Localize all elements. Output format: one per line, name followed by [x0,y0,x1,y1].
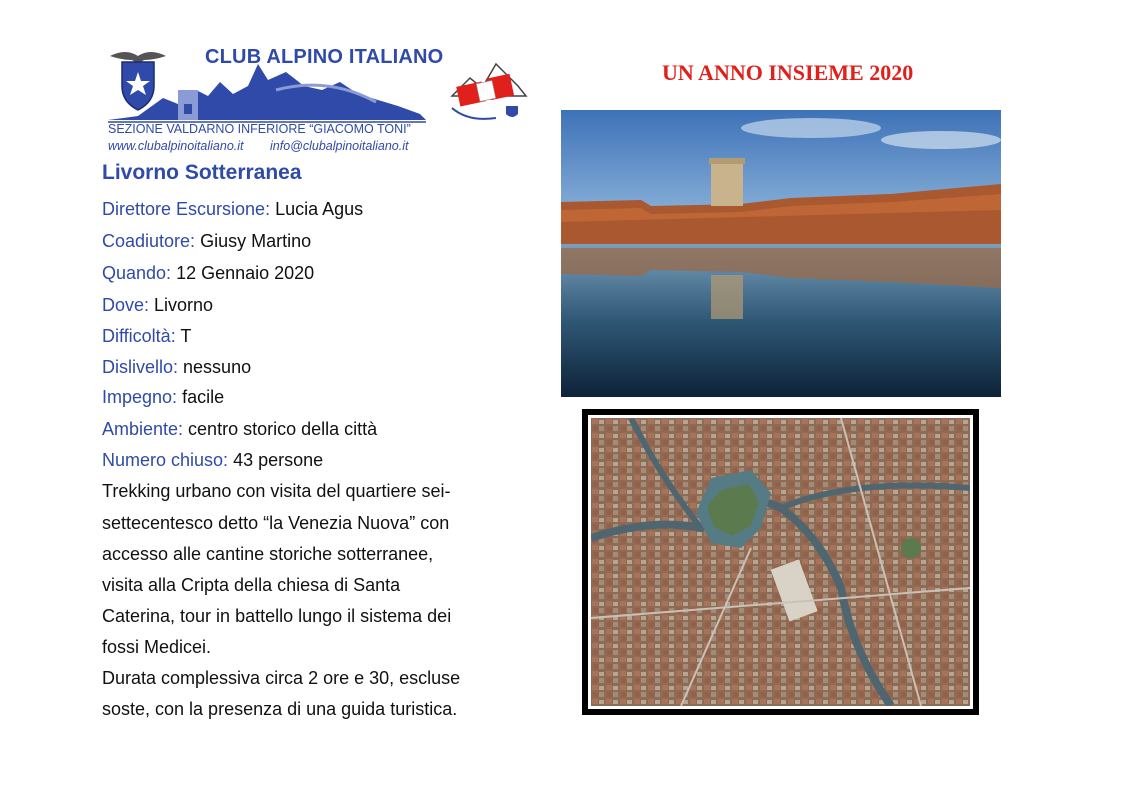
detail-label: Numero chiuso: [102,450,229,470]
detail-row-where [102,295,213,316]
description-line: Trekking urbano con visita del quartiere sei- [102,481,451,501]
detail-label: Ambiente: [102,419,184,439]
detail-label: Coadiutore: [102,231,196,251]
escursionismo-logo-icon [448,56,530,126]
logo-email: info@clubalpinoitaliano.it [270,139,409,153]
detail-row-max-participants [102,450,323,471]
detail-row-difficulty [102,326,191,347]
detail-row-assistant [102,231,311,252]
detail-label: Quando: [102,263,172,283]
detail-value: centro storico della città [183,419,378,439]
detail-value: Lucia Agus [270,199,364,219]
page-headline: UN ANNO INSIEME 2020 [662,60,914,85]
fortress-photo [561,110,1001,397]
description-line: soste, con la presenza di una guida turistica. [102,699,458,719]
detail-row-environment [102,419,377,440]
logo-website: www.clubalpinoitaliano.it [108,139,244,153]
detail-label: Direttore Escursione: [102,199,271,219]
description-line: fossi Medicei. [102,637,212,657]
detail-value: Livorno [149,295,214,315]
eagle-emblem-icon [110,52,166,110]
detail-row-when [102,263,314,284]
description-line: accesso alle cantine storiche sotterranee, [102,544,434,564]
detail-value: T [175,326,192,346]
detail-label: Impegno: [102,387,178,407]
detail-row-elevation [102,357,251,378]
logo-title: CLUB ALPINO ITALIANO [205,46,444,68]
detail-row-director [102,199,363,220]
detail-value: 43 persone [228,450,324,470]
description-line: visita alla Cripta della chiesa di Santa [102,575,401,595]
detail-value: 12 Gennaio 2020 [171,263,315,283]
description-line: settecentesco detto “la Venezia Nuova” con [102,513,450,533]
aerial-map-photo [591,418,970,706]
logo-section-name: SEZIONE VALDARNO INFERIORE “GIACOMO TONI” [108,122,411,136]
description-line: Caterina, tour in battello lungo il sistema dei [102,606,452,626]
detail-row-effort [102,387,224,408]
detail-label: Difficoltà: [102,326,176,346]
detail-value: nessuno [178,357,252,377]
trip-title: Livorno Sotterranea [102,161,302,184]
description-line: Durata complessiva circa 2 ore e 30, escluse [102,668,461,688]
detail-value: facile [177,387,225,407]
detail-label: Dislivello: [102,357,179,377]
detail-value: Giusy Martino [195,231,312,251]
detail-label: Dove: [102,295,150,315]
